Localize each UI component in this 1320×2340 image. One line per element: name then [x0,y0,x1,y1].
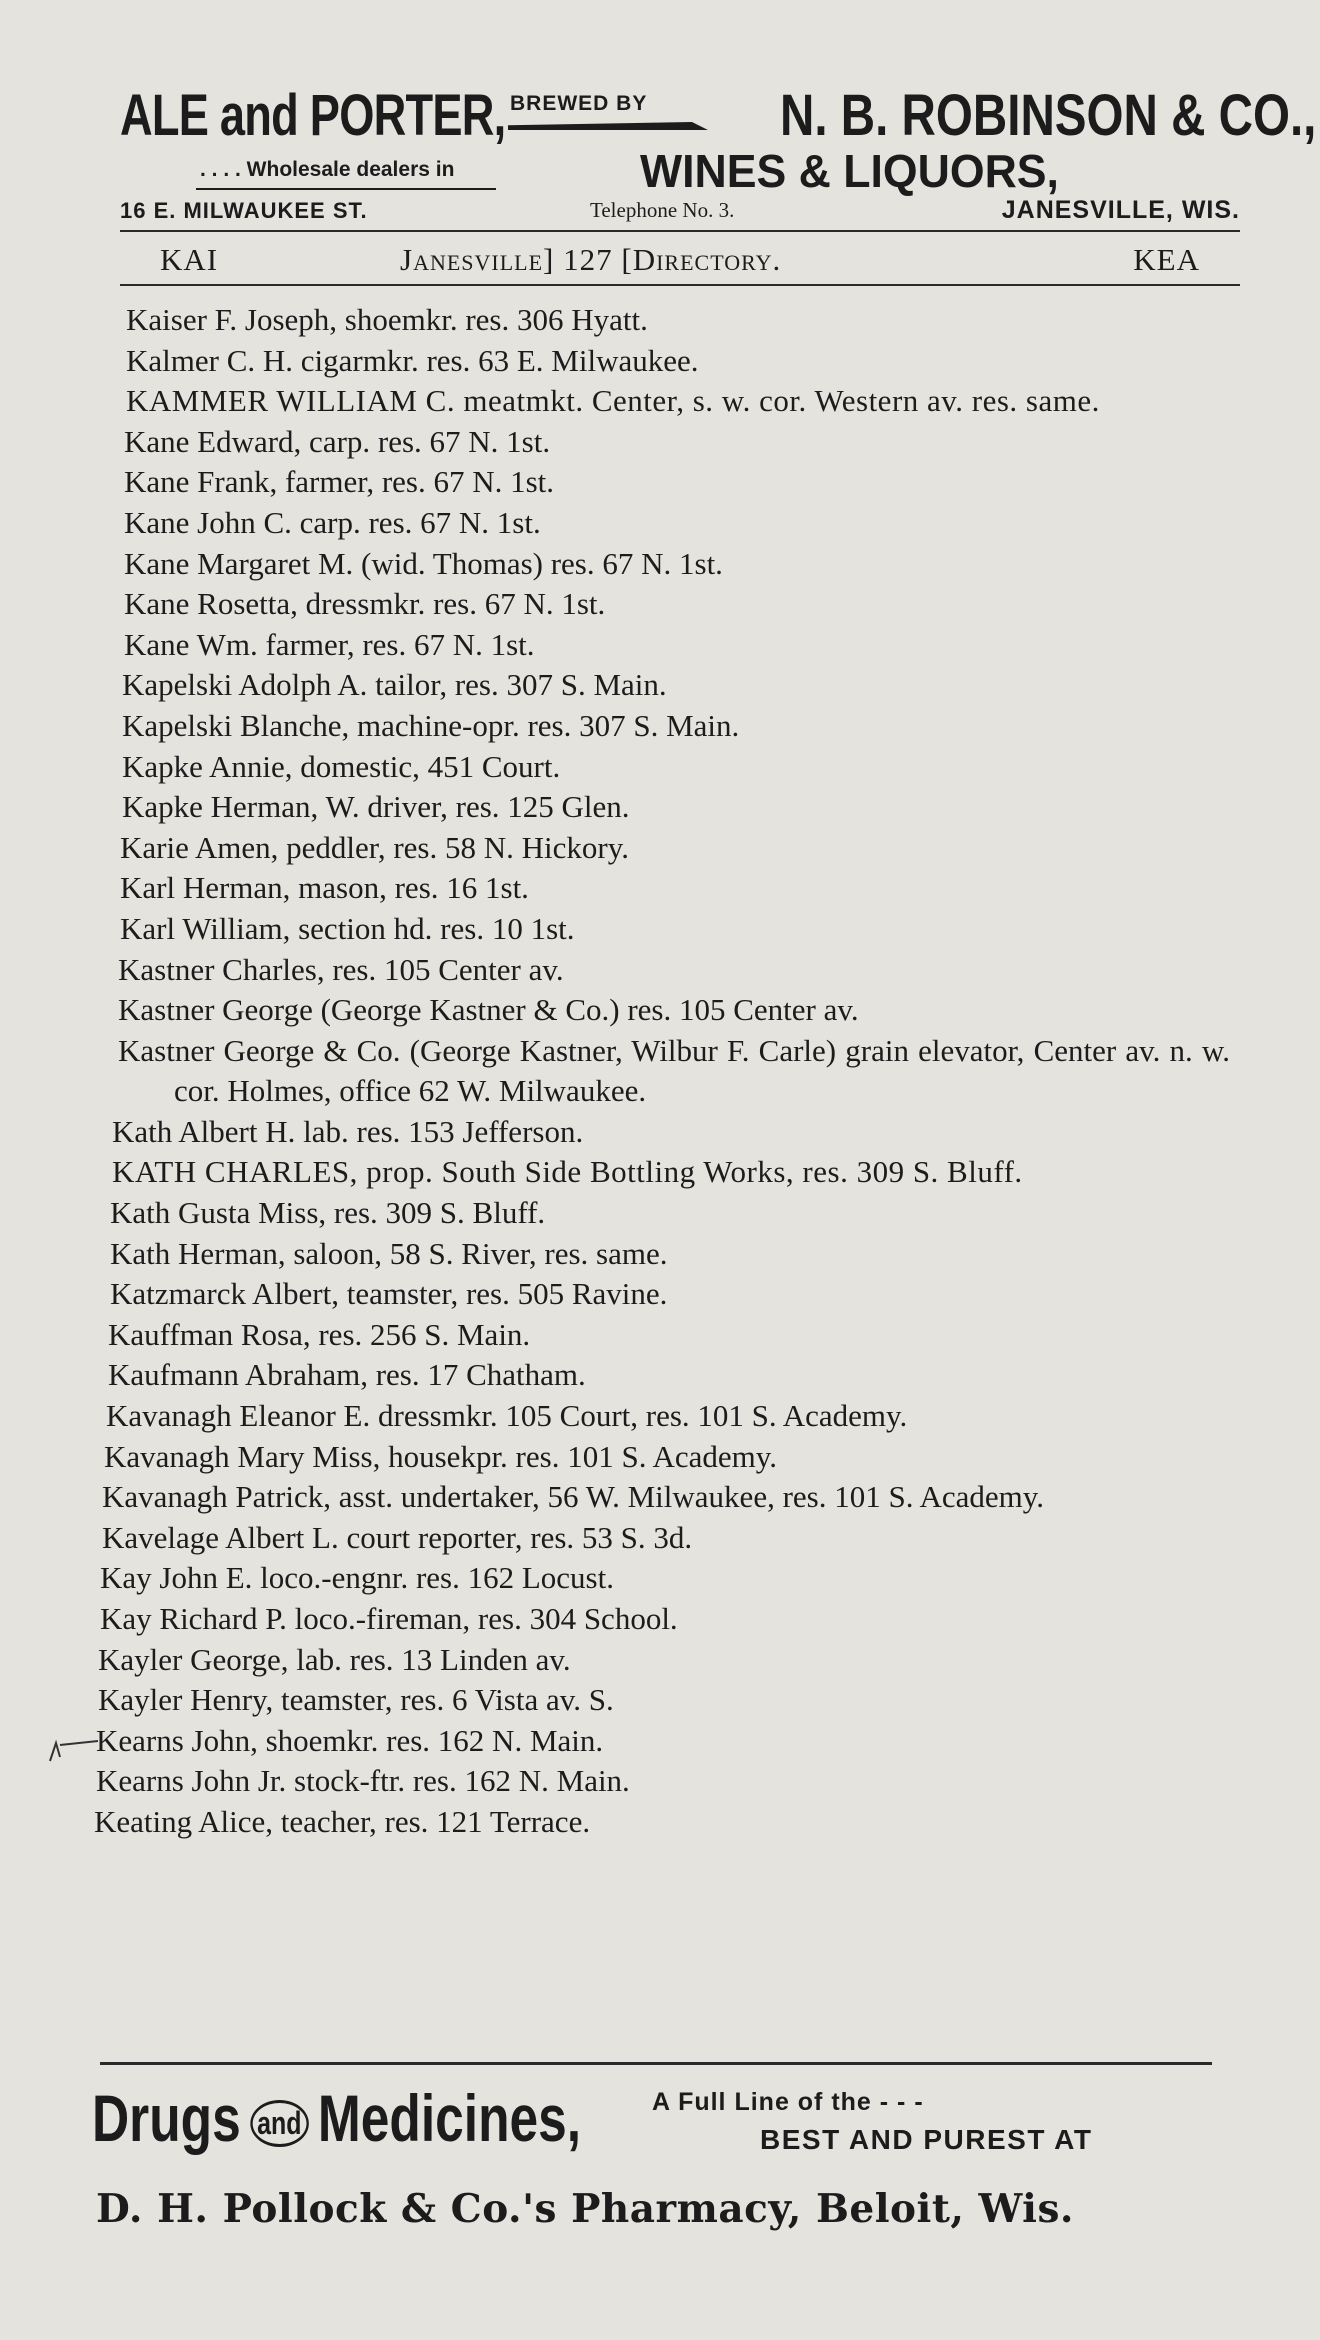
company-name: N. B. ROBINSON & CO., [780,83,1317,148]
directory-entry: Kath Herman, saloon, 58 S. River, res. same. [110,1235,668,1271]
directory-entry: Kane Rosetta, dressmkr. res. 67 N. 1st. [124,586,606,622]
directory-entry: Kearns John, shoemkr. res. 162 N. Main. [96,1722,604,1758]
directory-entry: Karie Amen, peddler, res. 58 N. Hickory. [120,829,629,865]
directory-entry: Kane Edward, carp. res. 67 N. 1st. [124,423,551,459]
header-rule-top [120,230,1240,232]
wines-liquors-text: WINES & LIQUORS, [640,145,1059,197]
full-line-text: A Full Line of the - - - [652,2088,924,2116]
best-purest-text: BEST AND PUREST AT [760,2124,1093,2155]
directory-entry: Kearns John Jr. stock-ftr. res. 162 N. Main. [96,1763,630,1799]
ad-top-line-3 [120,196,1240,228]
header-center: Janesville] 127 [Directory. [400,242,782,277]
directory-entry: Kauffman Rosa, res. 256 S. Main. [108,1316,531,1352]
directory-entry: Kavanagh Eleanor E. dressmkr. 105 Court, res. 101 S. Academy. [106,1398,908,1434]
header-right-key: KEA [1133,242,1200,277]
directory-entry: Kastner Charles, res. 105 Center av. [118,951,564,987]
running-header [120,238,1240,284]
directory-entry: Kastner George (George Kastner & Co.) res. 105 Center av. [118,992,859,1028]
directory-entry: Kay Richard P. loco.-fireman, res. 304 School. [100,1601,678,1636]
top-advertisement [120,78,1317,228]
directory-entry: Kavanagh Patrick, asst. undertaker, 56 W. Milwaukee, res. 101 S. Academy. [102,1479,1045,1515]
directory-entry: KATH CHARLES, prop. South Side Bottling Works, res. 309 S. Bluff. [112,1154,1023,1190]
brewed-by-text: BREWED BY [510,92,648,115]
pharmacy-name: D. H. Pollock & Co.'s Pharmacy, Beloit, Wis. [96,2186,1074,2232]
directory-entry: Kane Wm. farmer, res. 67 N. 1st. [124,626,535,662]
ad-telephone: Telephone No. 3. [590,198,735,222]
ale-porter-text: ALE and PORTER, [120,83,506,148]
directory-entry: Karl Herman, mason, res. 16 1st. [120,870,529,906]
bottom-advertisement [92,2080,1232,2250]
directory-entry: Kath Gusta Miss, res. 309 S. Bluff. [110,1195,546,1231]
directory-entries [90,300,1230,1843]
ad-top-line-1 [120,78,1317,148]
directory-entry: Kane Frank, farmer, res. 67 N. 1st. [124,464,555,500]
directory-entry: Kavelage Albert L. court reporter, res. 53 S. 3d. [102,1519,693,1555]
directory-entry: Kaufmann Abraham, res. 17 Chatham. [108,1357,586,1393]
directory-entry: Kapke Annie, domestic, 451 Court. [122,748,561,784]
directory-entry: Kapelski Adolph A. tailor, res. 307 S. Main. [122,667,667,703]
footer-ad-rule [100,2062,1212,2065]
directory-entry: Kavanagh Mary Miss, housekpr. res. 101 S. Academy. [104,1438,777,1474]
directory-entry: Karl William, section hd. res. 10 1st. [120,910,575,946]
medicines-text: Medicines, [317,2081,582,2155]
brewed-by-underline [508,122,708,130]
directory-entry: Kapelski Blanche, machine-opr. res. 307 S. Main. [122,707,740,743]
directory-entry: Kastner George & Co. (George Kastner, Wilbur F. Carle) grain elevator, Center av. n. w. cor. Holmes, office 62 W. Milwaukee. [118,1032,1230,1109]
directory-entry: Kane John C. carp. res. 67 N. 1st. [124,504,541,540]
directory-entry: Kay John E. loco.-engnr. res. 162 Locust. [100,1560,614,1596]
directory-entry: KAMMER WILLIAM C. meatmkt. Center, s. w. cor. Western av. res. same. [126,383,1100,419]
wholesale-underline [196,188,496,190]
directory-entry: Kayler Henry, teamster, res. 6 Vista av. S. [98,1682,614,1718]
pencil-tick-mark [46,1735,102,1765]
header-left-key: KAI [160,242,219,277]
ad-top-line-2 [120,144,1240,197]
directory-entry: Kane Margaret M. (wid. Thomas) res. 67 N. 1st. [124,545,723,581]
header-rule-bottom [120,284,1240,286]
directory-entry: Katzmarck Albert, teamster, res. 505 Ravine. [110,1276,668,1312]
drugs-medicines-headline [92,2080,581,2156]
directory-entry: Kayler George, lab. res. 13 Linden av. [98,1641,571,1677]
directory-entry: Kalmer C. H. cigarmkr. res. 63 E. Milwaukee. [126,342,699,378]
directory-entry: Kaiser F. Joseph, shoemkr. res. 306 Hyatt. [126,302,648,337]
ad-address: 16 E. MILWAUKEE ST. [120,198,368,223]
wholesale-text: . . . . Wholesale dealers in [200,158,455,181]
ad-city: JANESVILLE, WIS. [1001,196,1240,224]
and-sign-icon: and [250,2100,308,2147]
directory-entry: Kath Albert H. lab. res. 153 Jefferson. [112,1113,584,1149]
directory-entry: Keating Alice, teacher, res. 121 Terrace. [94,1803,591,1839]
drugs-text: Drugs [92,2081,241,2155]
directory-entry: Kapke Herman, W. driver, res. 125 Glen. [122,789,630,825]
